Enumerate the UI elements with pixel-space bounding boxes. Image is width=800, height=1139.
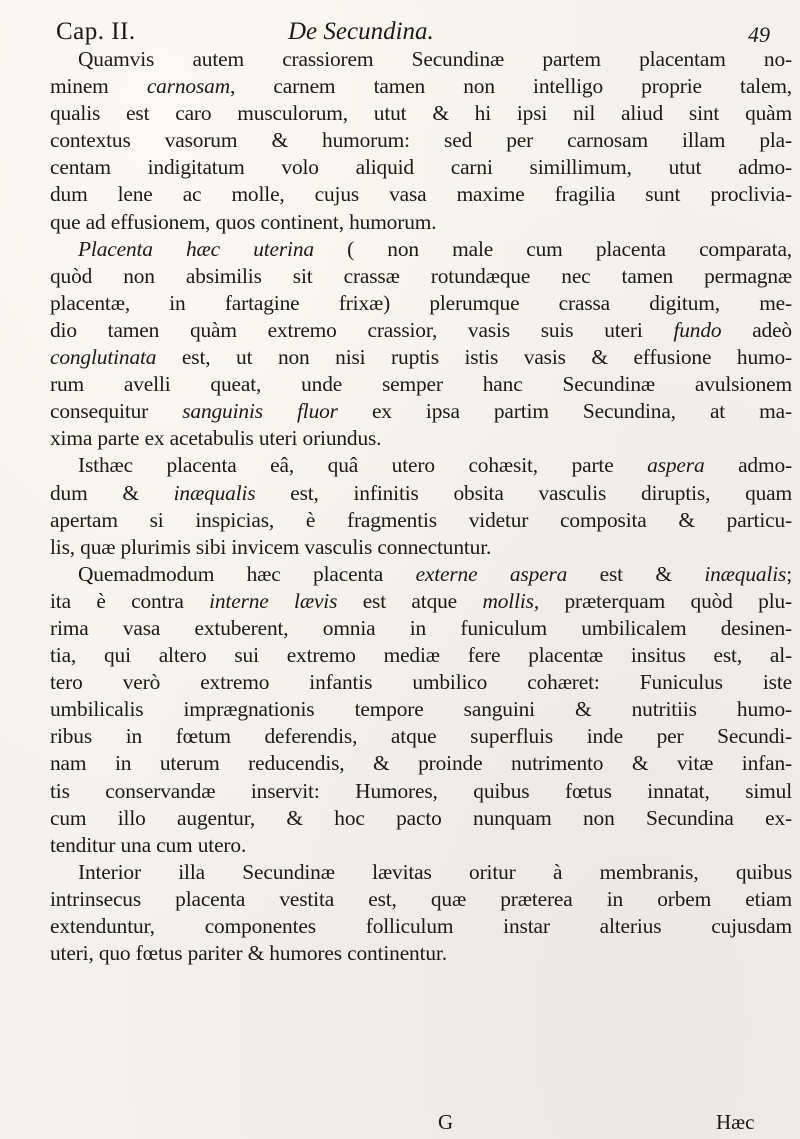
- italic-term: aspera: [647, 453, 705, 478]
- italic-term: fundo: [673, 317, 722, 342]
- text-line: [50, 507, 792, 534]
- text-line: [50, 832, 792, 859]
- text-segment: , carnem tamen non intelligo proprie talem,: [230, 74, 792, 99]
- text-segment: uteri, quo fœtus pariter & humores continentur.: [50, 941, 447, 966]
- italic-term: conglutinata: [50, 345, 157, 370]
- text-segment: ;: [786, 561, 792, 586]
- text-line: [50, 940, 792, 967]
- signature-mark: G: [438, 1110, 454, 1134]
- text-segment: centam indigitatum volo aliquid carni simillimum, utut admo-: [50, 155, 792, 180]
- text-line: [50, 615, 792, 642]
- text-line: [50, 127, 792, 154]
- text-segment: qualis est caro musculorum, utut & hi ipsi nil aliud sint quàm: [50, 101, 792, 126]
- text-segment: nam in uterum reducendis, & proinde nutrimento & vitæ infan-: [50, 751, 792, 776]
- text-line: [50, 588, 792, 615]
- text-line: [50, 154, 792, 181]
- text-segment: rima vasa extuberent, omnia in funiculum umbilicalem desinen-: [50, 615, 792, 640]
- text-line: [50, 46, 792, 73]
- text-segment: ( non male cum placenta comparata,: [313, 236, 792, 261]
- text-line: [50, 696, 792, 723]
- running-header: [56, 12, 770, 50]
- text-line: [50, 73, 792, 100]
- italic-term: inæqualis: [173, 480, 256, 505]
- text-segment: ita è contra: [50, 588, 210, 613]
- italic-term: Placenta hæc uterina: [78, 236, 314, 261]
- text-segment: lis, quæ plurimis sibi invicem vasculis connectuntur.: [50, 534, 492, 559]
- text-line: [50, 100, 792, 127]
- text-segment: adeò: [721, 317, 792, 342]
- text-line: [50, 263, 792, 290]
- text-segment: est, infinitis obsita vasculis diruptis, quam: [255, 480, 792, 505]
- text-segment: minem: [50, 74, 147, 99]
- text-segment: cum illo augentur, & hoc pacto nunquam non Secundina ex-: [50, 805, 792, 830]
- italic-term: interne lævis: [209, 588, 338, 613]
- text-segment: dum lene ac molle, cujus vasa maxime fragilia sunt proclivia-: [50, 182, 792, 207]
- text-line: [50, 750, 792, 777]
- text-segment: Interior illa Secundinæ lævitas oritur à membranis, quibus: [78, 859, 792, 884]
- text-segment: tis conservandæ inservit: Humores, quibus fœtus innatat, simul: [50, 778, 792, 803]
- page-footer: [0, 1110, 800, 1138]
- text-segment: quòd non absimilis sit crassæ rotundæque nec tamen permagnæ: [50, 263, 792, 288]
- text-segment: , præterquam quòd plu-: [533, 588, 792, 613]
- text-line: [50, 317, 792, 344]
- text-segment: est, ut non nisi ruptis istis vasis & effusione humo-: [156, 345, 792, 370]
- catchword: Hæc: [716, 1110, 755, 1134]
- text-line: [50, 181, 792, 208]
- text-segment: ribus in fœtum deferendis, atque superfluis inde per Secundi-: [50, 724, 792, 749]
- text-segment: rum avelli queat, unde semper hanc Secundinæ avulsionem: [50, 372, 792, 397]
- italic-term: externe aspera: [415, 561, 568, 586]
- text-segment: tero verò extremo infantis umbilico cohæret: Funiculus iste: [50, 670, 792, 695]
- text-line: [50, 480, 792, 507]
- text-line: [50, 452, 792, 479]
- text-line: [50, 778, 792, 805]
- text-segment: extenduntur, componentes folliculum instar alterius cujusdam: [50, 914, 792, 938]
- text-line: [50, 236, 792, 263]
- text-line: [50, 290, 792, 317]
- text-segment: placentæ, in fartagine frixæ) plerumque crassa digitum, me-: [50, 290, 792, 315]
- text-line: [50, 534, 792, 561]
- text-segment: dum &: [50, 480, 174, 505]
- text-line: [50, 398, 792, 425]
- text-segment: contextus vasorum & humorum: sed per carnosam illam pla-: [50, 128, 792, 153]
- text-line: [50, 344, 792, 371]
- text-line: [50, 913, 792, 940]
- text-segment: admo-: [704, 453, 792, 478]
- text-line: [50, 425, 792, 452]
- text-segment: Quamvis autem crassiorem Secundinæ partem placentam no-: [78, 47, 792, 71]
- text-line: [50, 561, 792, 588]
- text-line: [50, 805, 792, 832]
- italic-term: sanguinis fluor: [182, 399, 338, 424]
- text-segment: apertam si inspicias, è fragmentis videtur composita & particu-: [50, 507, 792, 532]
- italic-term: carnosam: [146, 74, 231, 99]
- text-body: [50, 46, 792, 967]
- text-line: [50, 723, 792, 750]
- text-segment: Isthæc placenta eâ, quâ utero cohæsit, parte: [78, 453, 648, 478]
- text-segment: Quemadmodum hæc placenta: [78, 561, 416, 586]
- text-line: [50, 669, 792, 696]
- text-line: [50, 209, 792, 236]
- text-segment: tia, qui altero sui extremo mediæ fere placentæ insitus est, al-: [50, 643, 792, 668]
- text-line: [50, 859, 792, 886]
- text-line: [50, 371, 792, 398]
- text-segment: ex ipsa partim Secundina, at ma-: [337, 399, 792, 424]
- text-segment: xima parte ex acetabulis uteri oriundus.: [50, 426, 382, 451]
- text-segment: umbilicalis imprægnationis tempore sanguini & nutritiis humo-: [50, 697, 792, 722]
- text-segment: intrinsecus placenta vestita est, quæ præterea in orbem etiam: [50, 886, 792, 911]
- text-line: [50, 642, 792, 669]
- chapter-label: Cap. II.: [56, 18, 136, 45]
- text-segment: consequitur: [50, 399, 183, 424]
- italic-term: inæqualis: [704, 561, 787, 586]
- text-segment: que ad effusionem, quos continent, humorum.: [50, 209, 437, 234]
- italic-term: mollis: [482, 588, 534, 613]
- text-segment: tenditur una cum utero.: [50, 832, 247, 857]
- text-segment: est atque: [337, 588, 483, 613]
- text-segment: est &: [567, 561, 705, 586]
- running-title: De Secundina.: [288, 18, 434, 45]
- text-segment: dio tamen quàm extremo crassior, vasis suis uteri: [50, 317, 674, 342]
- page-number: 49: [748, 22, 770, 47]
- text-line: [50, 886, 792, 913]
